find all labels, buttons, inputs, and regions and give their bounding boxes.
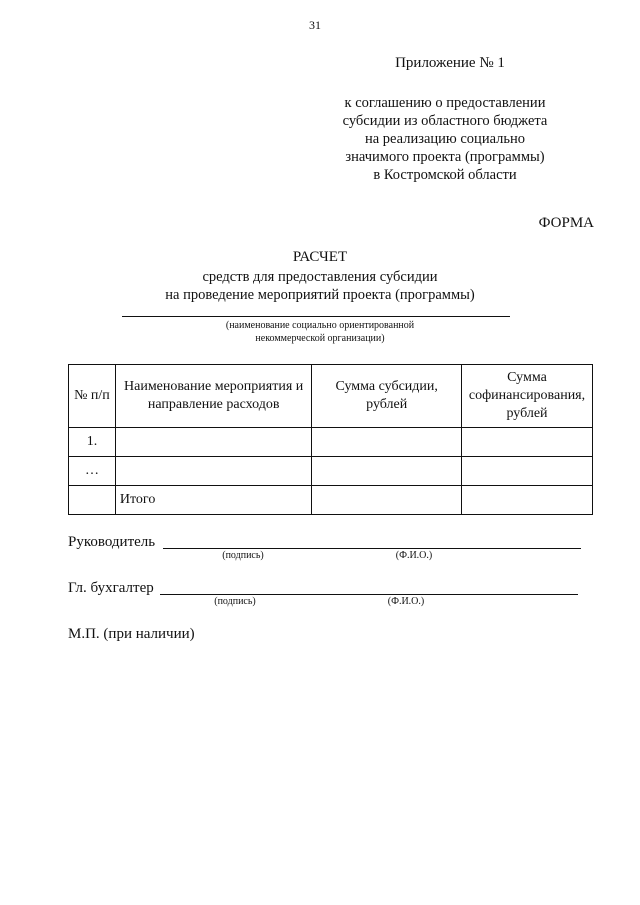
document-subtitle (100, 268, 540, 304)
stamp-note: М.П. (при наличии) (68, 626, 195, 642)
table-cell-subsidy[interactable] (312, 428, 462, 457)
table-cell-activity[interactable] (115, 457, 312, 486)
accountant-signature-line[interactable] (160, 594, 578, 595)
signature-caption: (подпись) (222, 550, 264, 561)
table-cell-subsidy-total[interactable] (312, 486, 462, 515)
document-title: РАСЧЕТ (292, 249, 348, 265)
table-cell-cofinancing-total[interactable] (462, 486, 593, 515)
table-cell-number: … (69, 457, 116, 486)
head-signature-line[interactable] (163, 548, 581, 549)
subtitle-line: на проведение мероприятий проекта (программы) (165, 287, 475, 303)
column-header-number: № п/п (69, 365, 116, 428)
appendix-line: субсидии из областного бюджета (342, 113, 548, 129)
table-cell-activity[interactable] (115, 428, 312, 457)
caption-line: (наименование социально ориентированной (225, 320, 415, 331)
calculation-table (68, 364, 593, 515)
head-signature-block (68, 534, 588, 564)
appendix-description (320, 94, 570, 184)
appendix-line: к соглашению о предоставлении (344, 95, 546, 111)
table-cell-total-label: Итого (115, 486, 312, 515)
accountant-signature-block (68, 580, 588, 610)
table-header-row (69, 365, 593, 428)
table-row (69, 457, 593, 486)
accountant-label: Гл. бухгалтер (68, 580, 154, 596)
signature-caption: (подпись) (214, 596, 256, 607)
appendix-title: Приложение № 1 (395, 55, 505, 71)
appendix-line: в Костромской области (373, 167, 517, 183)
table-cell-number: 1. (69, 428, 116, 457)
organization-name-line[interactable] (122, 316, 510, 317)
table-cell-cofinancing[interactable] (462, 428, 593, 457)
column-header-cofinancing: Сумма софинансирования, рублей (462, 365, 593, 428)
appendix-line: значимого проекта (программы) (345, 149, 545, 165)
head-label: Руководитель (68, 534, 156, 550)
name-caption: (Ф.И.О.) (387, 596, 425, 607)
table-total-row (69, 486, 593, 515)
form-label: ФОРМА (538, 215, 594, 231)
table-row (69, 428, 593, 457)
subtitle-line: средств для предоставления субсидии (202, 269, 438, 285)
table-cell-cofinancing[interactable] (462, 457, 593, 486)
column-header-activity: Наименование мероприятия и направление расходов (115, 365, 312, 428)
name-caption: (Ф.И.О.) (395, 550, 433, 561)
appendix-line: на реализацию социально (364, 131, 525, 147)
column-header-subsidy: Сумма субсидии, рублей (312, 365, 462, 428)
caption-line: некоммерческой организации) (255, 333, 385, 344)
page-number: 31 (309, 18, 321, 32)
table-cell-subsidy[interactable] (312, 457, 462, 486)
table-cell-number (69, 486, 116, 515)
organization-caption (160, 319, 480, 345)
